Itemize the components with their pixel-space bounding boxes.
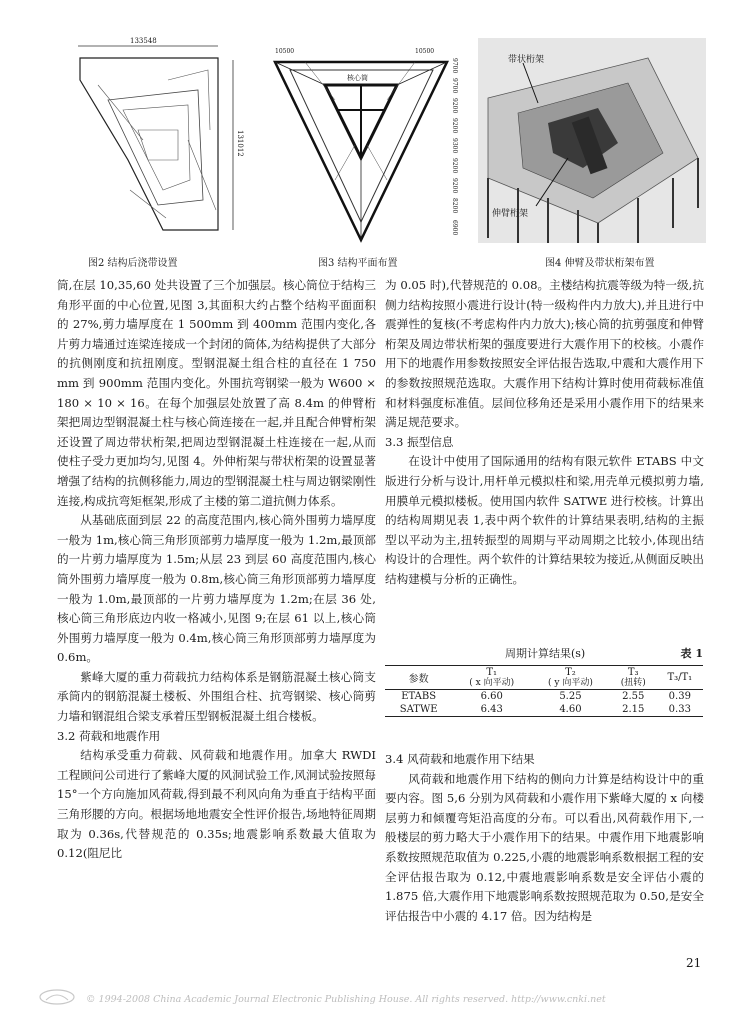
section-heading: 3.3 振型信息	[385, 434, 454, 449]
figure-2	[68, 37, 258, 240]
table-row	[385, 703, 703, 717]
table-title: 周期计算结果(s)	[505, 647, 586, 660]
table-cell: 2.55	[622, 691, 645, 702]
dim-label: 8200	[451, 198, 458, 214]
band-truss-label: 带状桁架	[508, 55, 545, 65]
table-cell: SATWE	[385, 703, 452, 717]
table-cell: 5.25	[559, 691, 582, 702]
period-table	[385, 665, 703, 717]
copyright-footer: © 1994-2008 China Academic Journal Electronic Publishing House. All rights reserved. http://www.cnki.net	[86, 994, 606, 1005]
dim-label: 9700	[451, 78, 458, 94]
dim-label: 9300	[451, 138, 458, 154]
left-column	[57, 276, 376, 864]
table-cell: 4.60	[531, 703, 610, 717]
outrigger-truss-label: 伸臂桁架	[492, 209, 529, 219]
dim-label: 6900	[451, 220, 458, 236]
table-cell: 6.43	[452, 703, 531, 717]
table-header: T₃/T₁	[657, 666, 703, 690]
figure-4	[478, 38, 706, 243]
paragraph: 结构承受重力荷载、风荷载和地震作用。加拿大 RWDI 工程顾问公司进行了紫峰大厦的风洞试验工作,风洞试验按照每 15°一个方向施加风荷载,得到最不利风向角为垂直于结构平面三角形腰的方向。根据场地地震安全性评价报告,场地特征周期取为 0.36s,代替规范的 0.35s;地震影响系数最大值取为 0.12(阻尼比	[57, 748, 376, 861]
table-row	[385, 690, 703, 704]
table-cell: 2.15	[610, 703, 657, 717]
table-cell: 6.60	[480, 691, 503, 702]
figure-2-caption: 图2 结构后浇带设置	[88, 258, 178, 269]
core-label: 核心筒	[347, 74, 368, 82]
table-label: 表 1	[680, 647, 703, 660]
table-cell: 0.39	[668, 691, 691, 702]
dimension-width: 133548	[130, 37, 157, 45]
publisher-logo-icon	[38, 988, 76, 1006]
dimension-height: 131012	[236, 130, 244, 157]
table-header: T₂ ( y 向平动)	[531, 666, 610, 690]
paragraph: 筒,在层 10,35,60 处共设置了三个加强层。核心筒位于结构三角形平面的中心位置,见图 3,其面积大约占整个结构平面面积的 27%,剪力墙厚度在 1 500mm 到 400mm 范围内变化,各片剪力墙通过连梁连接成一个封闭的筒体,为结构提供了大部分的抗侧刚度和抗扭刚度。型钢混凝土组合柱的直径在 1 750 mm 到 900mm 范围内变化。外围抗弯钢梁一般为 W600 × 180 × 10 × 16。在每个加强层处放置了高 8.4m 的伸臂桁架把周边型钢混凝土柱与核心筒连接在一起,并且配合伸臂桁架还设置了周边带状桁架,把周边型钢混凝土柱连接在一起,从而使柱子受力更加均匀,见图 4。外伸桁架与带状桁架的设置显著增强了结构的抗侧移能力,周边的型钢混凝土柱与周边钢梁刚性连接,构成抗弯矩框架,形成了主楼的第二道抗侧力体系。	[57, 278, 376, 508]
paragraph: 从基础底面到层 22 的高度范围内,核心筒外围剪力墙厚度一般为 1m,核心筒三角形顶部剪力墙厚度一般为 1.2m,最顶部的一片剪力墙厚度为 1.5m;从层 23 到层 60 高度范围内,核心筒外围剪力墙厚度一般为 0.8m,核心筒三角形顶部剪力墙厚度一般为 1.0m,最顶部的一片剪力墙厚度为 1.2m;在层 36 处,核心筒三角形底边内收一格减小,见图 9;在层 61 以上,核心筒外围剪力墙厚度一般为 0.4m,核心筒三角形顶部剪力墙厚度为 0.6m。	[57, 513, 376, 665]
dim-label: 9200	[451, 178, 458, 194]
table-cell: 0.33	[657, 703, 703, 717]
dim-label: 10500	[275, 48, 295, 55]
right-column-bottom	[385, 750, 704, 926]
figure-3	[265, 40, 458, 248]
dim-label: 10500	[415, 48, 435, 55]
table-cell: ETABS	[401, 691, 437, 702]
paragraph: 在设计中使用了国际通用的结构有限元软件 ETABS 中文版进行分析与设计,用杆单元模拟柱和梁,用壳单元模拟剪力墙,用膜单元模拟楼板。使用国内软件 SATWE 进行校核。计算出的结构周期见表 1,表中两个软件的计算结果表明,结构的主振型以平动为主,扭转振型的周期与平动周期之比较小,体现出结构设计的合理性。两个软件的计算结果较为接近,从侧面反映出结构建模与分析的正确性。	[385, 454, 704, 586]
page-number: 21	[686, 956, 702, 970]
right-column-top	[385, 276, 704, 590]
section-heading: 3.4 风荷载和地震作用下结果	[385, 752, 535, 766]
figure-3-caption: 图3 结构平面布置	[318, 258, 398, 269]
dim-label: 9200	[451, 98, 458, 114]
section-heading: 3.2 荷载和地震作用	[57, 728, 161, 743]
paragraph: 风荷载和地震作用下结构的侧向力计算是结构设计中的重要内容。图 5,6 分别为风荷载和小震作用下紫峰大厦的 x 向楼层剪力和倾覆弯矩沿高度的分布。可以看出,风荷载作用下,一般楼层的剪力略大于小震作用下的结果。中震作用下地震影响系数按照规范取值为 0.225,小震的地震影响系数根据工程的安全评估报告取为 0.12,中震地震影响系数是安全评估小震的 1.875 倍,大震作用下地震影响系数按照规范取为 0.50,是安全评估报告中小震的 4.17 倍。因为结构是	[385, 771, 704, 923]
paragraph: 紫峰大厦的重力荷载抗力结构体系是钢筋混凝土核心筒支承筒内的钢筋混凝土楼板、外围组合柱、抗弯钢梁、核心筒剪力墙和钢混组合梁支承着压型钢板混凝土组合楼板。	[57, 669, 376, 724]
dim-label: 9700	[451, 58, 458, 74]
paragraph: 为 0.05 时),代替规范的 0.08。主楼结构抗震等级为特一级,抗侧力结构按照小震进行设计(特一级构件内力放大),并且进行中震弹性的复核(不考虑构件内力放大);核心筒的抗剪强度和伸臂桁架及周边带状桁架的强度要进行大震作用下的校核。小震作用下的地震作用参数按照安全评估报告选取,中震和大震作用下的参数按照规范选取。大震作用下结构计算时使用荷载标准值和材料强度标准值。层间位移角还是采用小震作用下的结果来满足规范要求。	[385, 278, 704, 430]
dim-label: 9200	[451, 118, 458, 134]
table-header: T₁ ( x 向平动)	[452, 666, 531, 690]
table-header: T₃ (扭转)	[610, 666, 657, 690]
table-header: 参数	[385, 666, 452, 690]
dim-label: 9200	[451, 158, 458, 174]
figure-4-caption: 图4 伸臂及带状桁架布置	[545, 258, 655, 269]
